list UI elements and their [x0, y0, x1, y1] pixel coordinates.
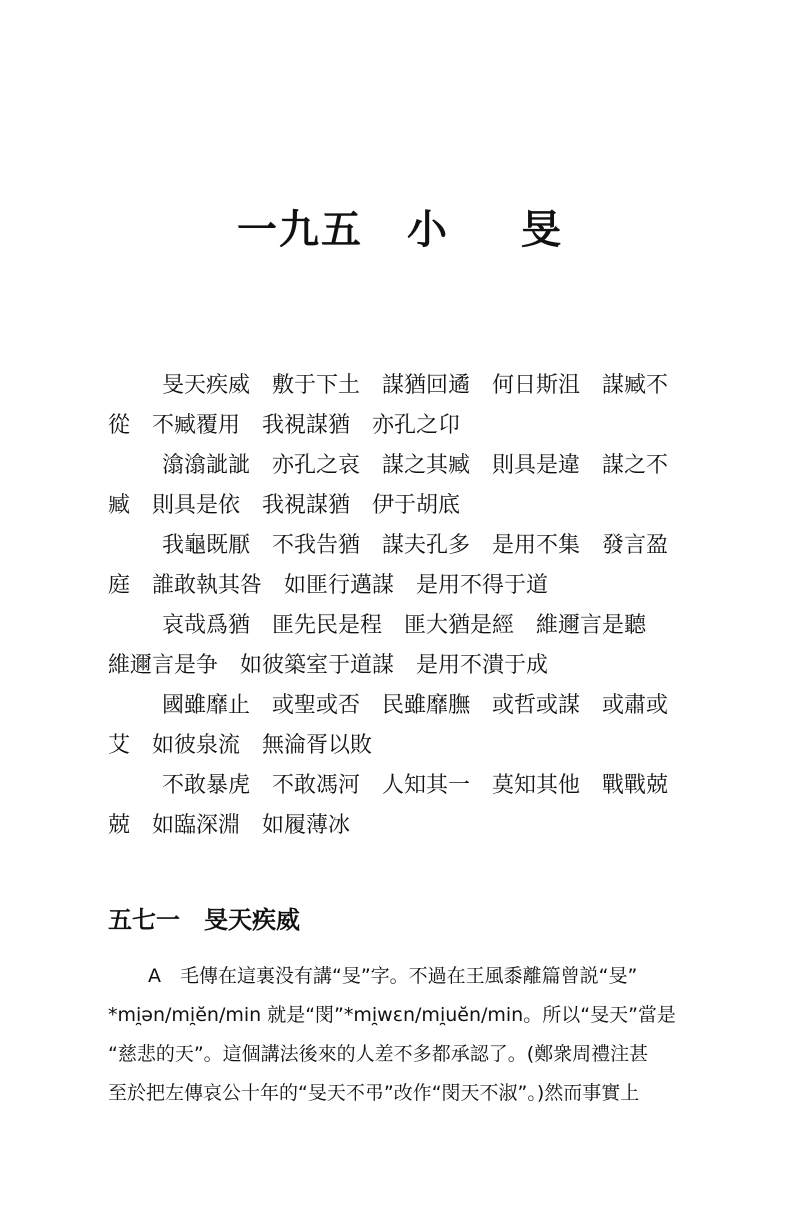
- poem-number: 一九五: [237, 206, 363, 253]
- poem-title-part2: 旻: [521, 206, 563, 253]
- page-title: [0, 200, 800, 260]
- poem-stanza: [108, 366, 748, 446]
- stanza-line: 國雖靡止 或聖或否 民雖靡膴 或哲或謀 或肅或: [162, 693, 669, 718]
- poem-stanza: [108, 686, 748, 766]
- commentary-line: A 毛傳在這裏没有講“旻”字。不過在王風黍離篇曾説“旻”: [148, 965, 638, 987]
- stanza-line: 兢 如臨深淵 如履薄冰: [108, 813, 351, 838]
- poem-text: [108, 366, 748, 846]
- commentary-line: “慈悲的天”。這個講法後來的人差不多都承認了。(鄭衆周禮注甚: [108, 1043, 649, 1065]
- commentary-paragraph: [108, 957, 748, 1113]
- section-heading: [108, 900, 300, 940]
- poem-stanza: [108, 526, 748, 606]
- stanza-line: 潝潝訿訿 亦孔之哀 謀之其臧 則具是違 謀之不: [162, 453, 669, 478]
- stanza-line: 臧 則具是依 我視謀猶 伊于胡底: [108, 493, 461, 518]
- commentary-line: 至於把左傳哀公十年的“旻天不弔”改作“閔天不淑”。)然而事實上: [108, 1082, 640, 1104]
- section-number: 五七一: [108, 906, 180, 934]
- stanza-line: 哀哉爲猶 匪先民是程 匪大猶是經 維邇言是聽: [162, 613, 647, 638]
- commentary-line: *mi̯ən/mi̯ĕn/min 就是“閔”*mi̯wɛn/mi̯uĕn/min。所以“旻天”當是: [108, 1004, 676, 1026]
- poem-stanza: [108, 606, 748, 686]
- poem-stanza: [108, 446, 748, 526]
- stanza-line: 從 不臧覆用 我視謀猶 亦孔之卬: [108, 413, 461, 438]
- stanza-line: 艾 如彼泉流 無淪胥以敗: [108, 733, 373, 758]
- stanza-line: 庭 誰敢執其咎 如匪行邁謀 是用不得于道: [108, 573, 549, 598]
- poem-title-part1: 小: [407, 206, 449, 253]
- stanza-line: 維邇言是争 如彼築室于道謀 是用不潰于成: [108, 653, 549, 678]
- stanza-line: 不敢暴虎 不敢馮河 人知其一 莫知其他 戰戰兢: [162, 773, 669, 798]
- section-title: 旻天疾威: [204, 906, 300, 934]
- stanza-line: 旻天疾威 敷于下土 謀猶回遹 何日斯沮 謀臧不: [162, 373, 669, 398]
- stanza-line: 我龜既厭 不我告猶 謀夫孔多 是用不集 發言盈: [162, 533, 669, 558]
- poem-stanza: [108, 766, 748, 846]
